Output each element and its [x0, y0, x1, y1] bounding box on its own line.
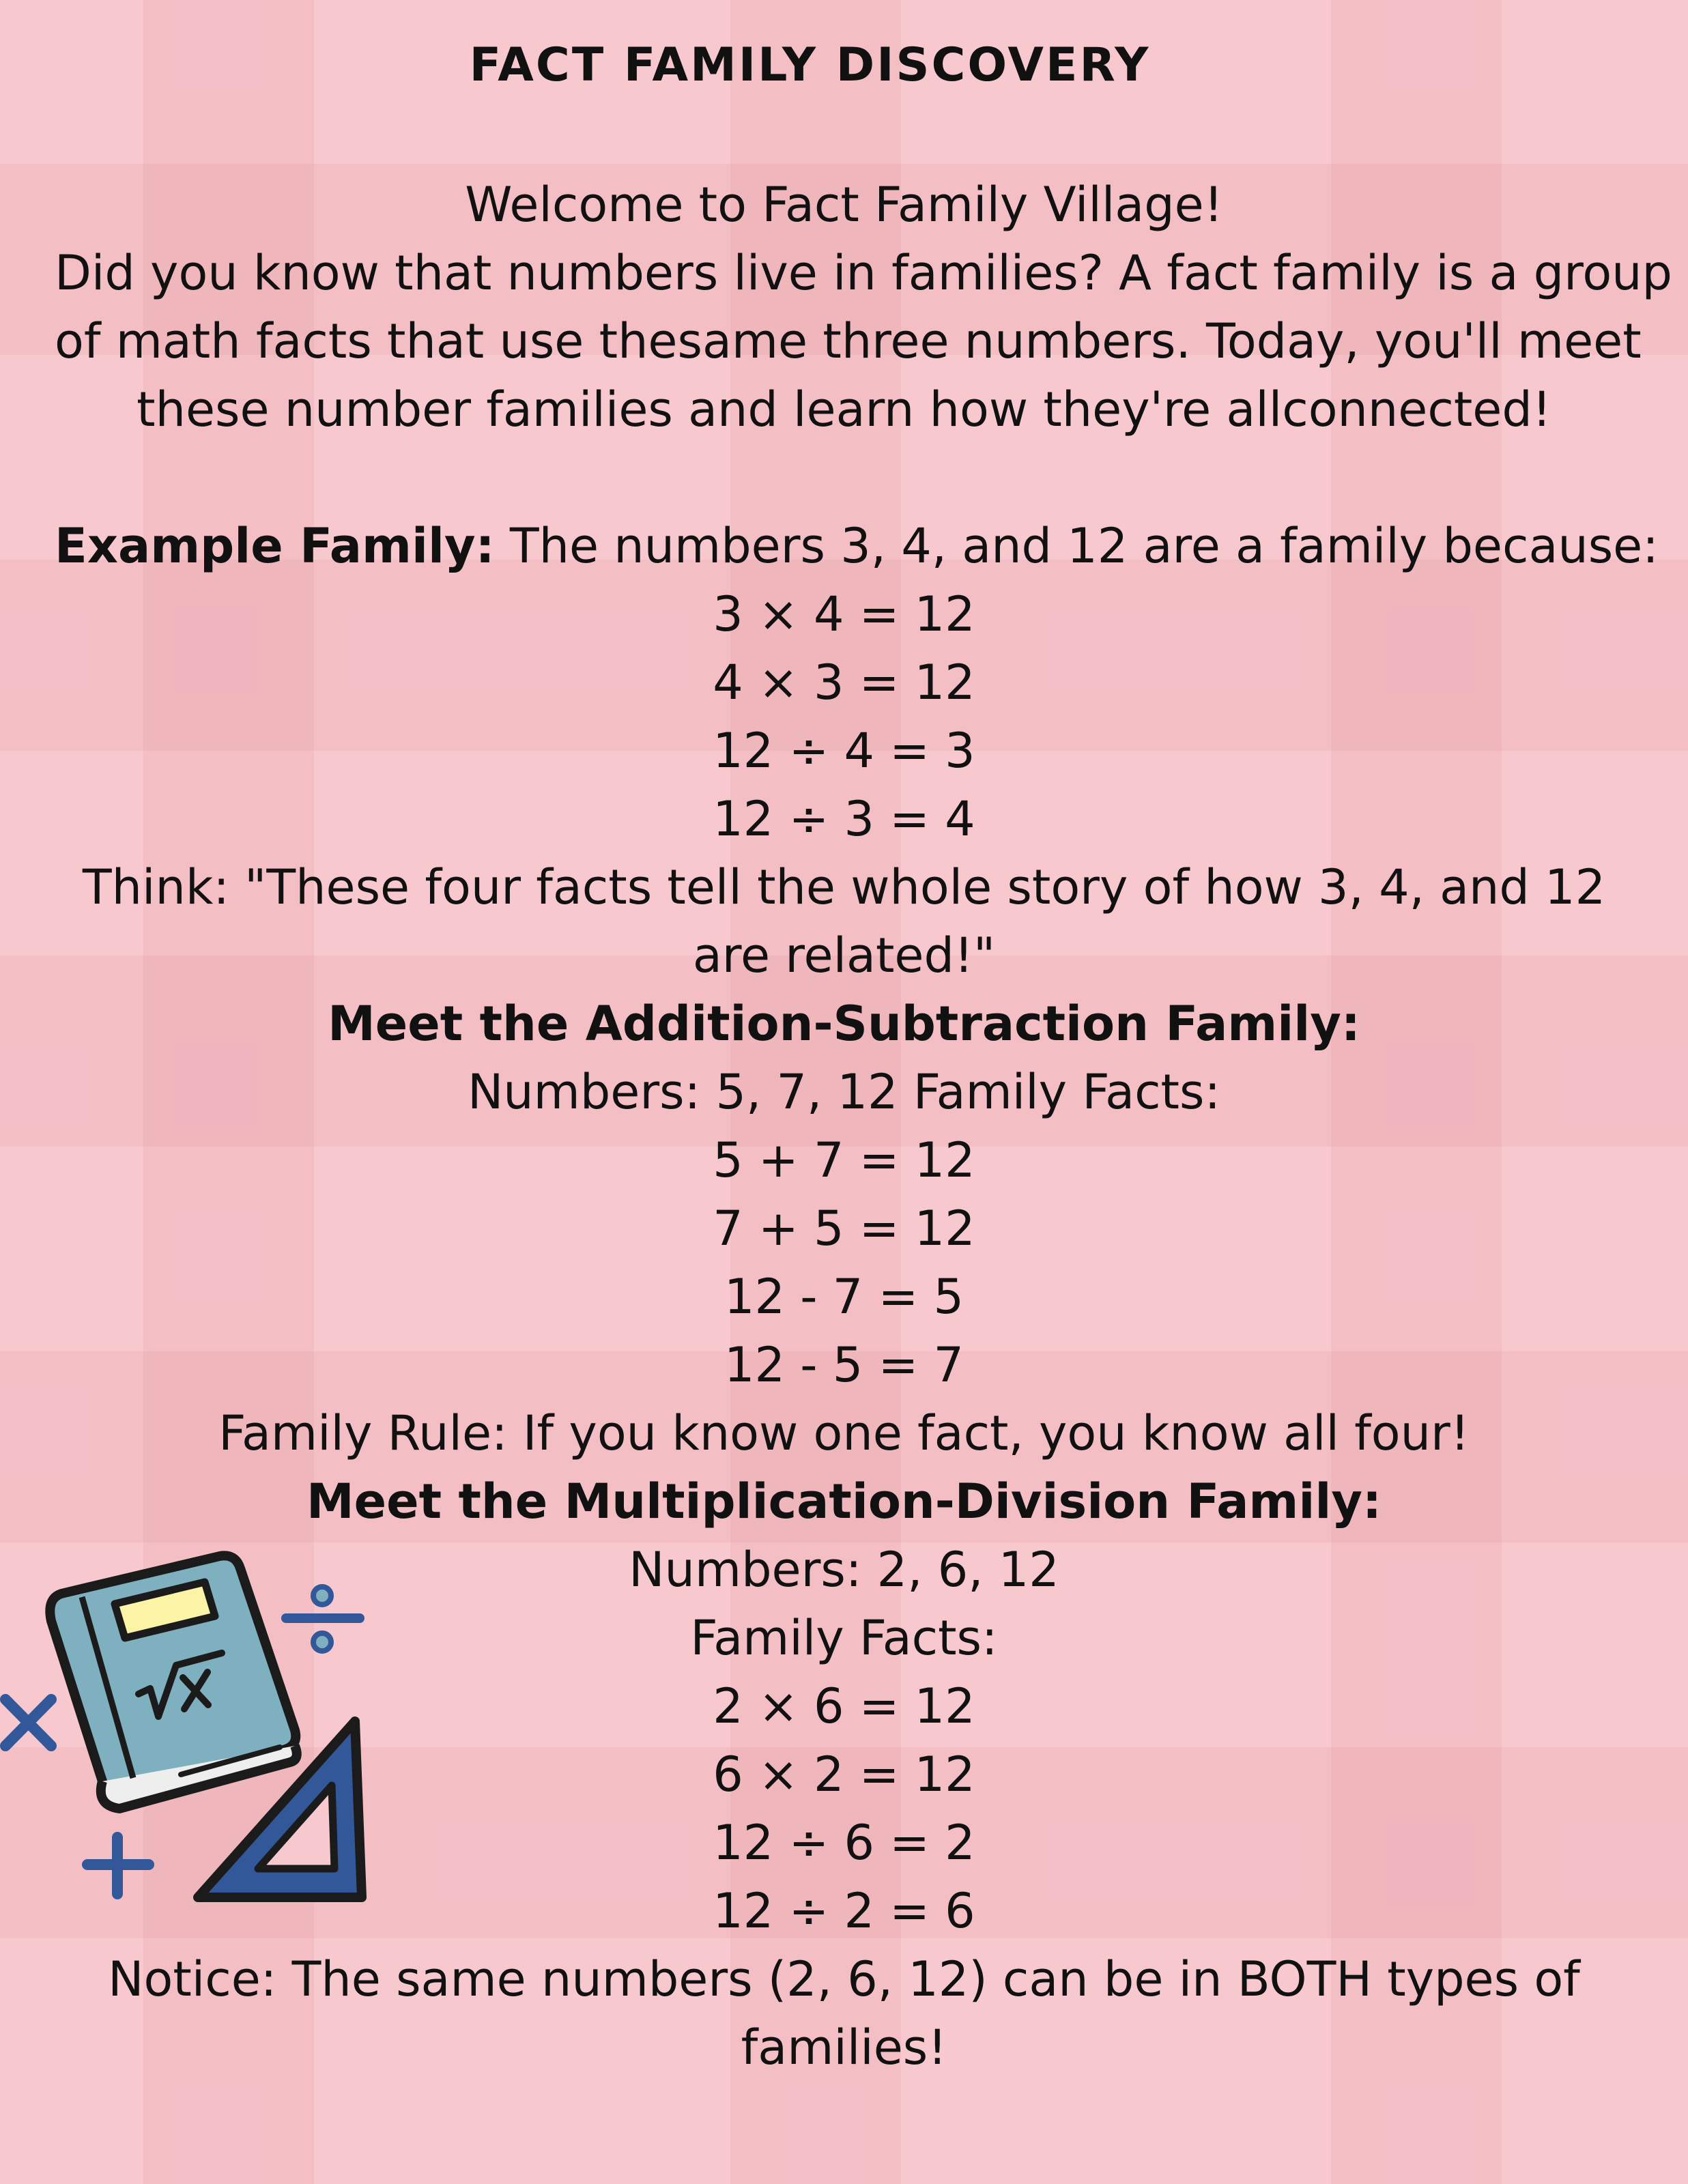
multiplication-heading: Meet the Multiplication-Division Family: [306, 1474, 1382, 1529]
fact-line: 12 ÷ 2 = 6 [713, 1883, 975, 1939]
addition-numbers: Numbers: 5, 7, 12 Family Facts: [467, 1064, 1221, 1120]
fact-line: 6 × 2 = 12 [713, 1747, 975, 1802]
addition-heading: Meet the Addition-Subtraction Family: [328, 996, 1360, 1052]
example-label: Example Family: [55, 518, 495, 574]
divide-icon [281, 1587, 364, 1651]
fact-line: 4 × 3 = 12 [713, 655, 975, 710]
fact-line: 2 × 6 = 12 [713, 1678, 975, 1734]
fact-line: 12 - 7 = 5 [724, 1269, 964, 1325]
intro-line: Did you know that numbers live in families? A fact family is a group [55, 245, 1672, 301]
example-heading [55, 512, 1659, 580]
intro-line: of math facts that use thesame three numbers. Today, you'll meet [55, 313, 1642, 369]
times-icon [5, 1699, 51, 1746]
think-line: are related!" [692, 928, 996, 983]
notice-line: families! [741, 2020, 947, 2075]
page-title: FACT FAMILY DISCOVERY [469, 38, 1151, 92]
fact-line: 12 ÷ 3 = 4 [713, 791, 975, 847]
multiplication-numbers: Numbers: 2, 6, 12 [629, 1542, 1059, 1598]
welcome-text: Welcome to Fact Family Village! [465, 177, 1223, 233]
notice-line: Notice: The same numbers (2, 6, 12) can be in BOTH types of [108, 1951, 1580, 2007]
fact-line: 12 - 5 = 7 [724, 1337, 964, 1393]
math-book-icon [50, 1555, 296, 1809]
fact-line: 3 × 4 = 12 [713, 586, 975, 642]
plus-icon [87, 1837, 149, 1894]
math-clipart [0, 1542, 382, 1911]
fact-line: 5 + 7 = 12 [713, 1132, 975, 1188]
family-rule: Family Rule: If you know one fact, you know all four! [218, 1405, 1470, 1461]
fact-line: 12 ÷ 6 = 2 [713, 1815, 975, 1871]
intro-section [55, 171, 1672, 444]
think-line: Think: "These four facts tell the whole story of how 3, 4, and 12 [82, 859, 1606, 915]
fact-line: 12 ÷ 4 = 3 [713, 723, 975, 779]
fact-line: 7 + 5 = 12 [713, 1201, 975, 1256]
intro-line: these number families and learn how they're allconnected! [137, 382, 1551, 437]
facts-label: Family Facts: [690, 1610, 998, 1666]
example-text: The numbers 3, 4, and 12 are a family because: [494, 518, 1659, 574]
